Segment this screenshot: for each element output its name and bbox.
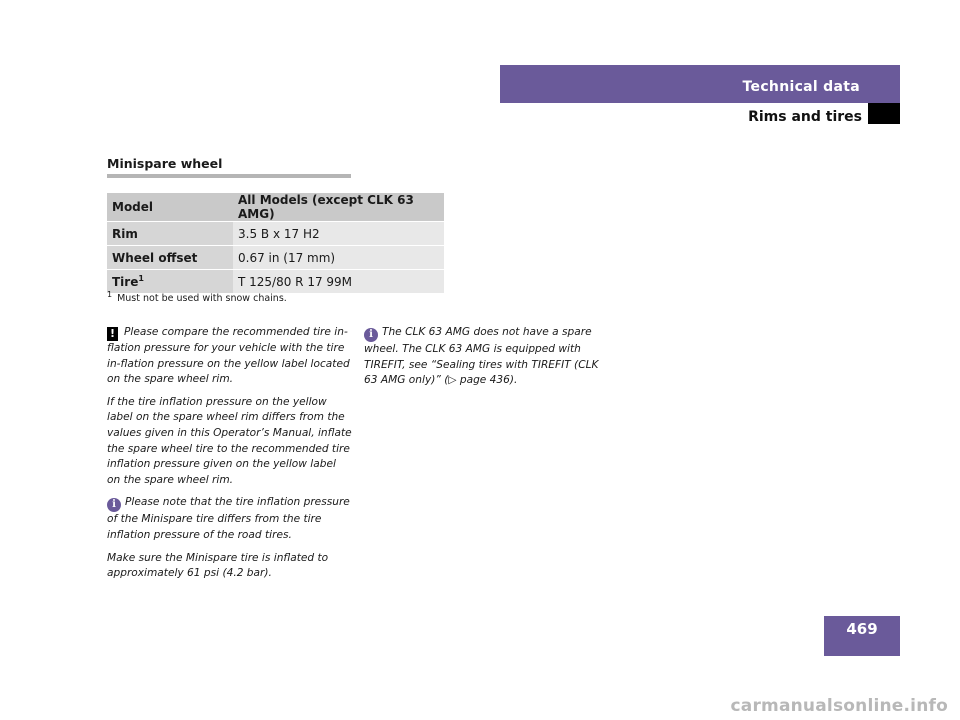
table-cell-key: Wheel offset xyxy=(107,246,233,270)
warning-text: Please compare the recommended tire in-flation pressure for your vehicle with the tire in-flation pressure on the yellow label located on the spare wheel rim. xyxy=(107,326,350,386)
footnote-text: Must not be used with snow chains. xyxy=(117,293,287,305)
warning-paragraph: If the tire inflation pressure on the yellow label on the spare wheel rim differs from the values given in this Operator’s Manual, inflate the spare wheel tire to the recommended tire inflation pressure given on the yellow label on the spare wheel rim. xyxy=(107,395,352,486)
info-text: The CLK 63 AMG does not have a spare wheel. The CLK 63 AMG is equipped with TIREFIT, see “Sealing tires with TIREFIT (CLK 63 AMG only)” (▷ page 436). xyxy=(364,326,599,387)
footnote-ref: 1 xyxy=(138,274,144,283)
tire-label: Tire xyxy=(112,275,139,289)
info-icon: i xyxy=(364,328,378,342)
table-footnote xyxy=(107,290,287,304)
page-title: Minispare wheel xyxy=(107,156,223,171)
notes-column-left xyxy=(107,325,352,589)
table-row xyxy=(107,222,444,246)
section-subtitle: Rims and tires xyxy=(748,109,862,125)
table-cell-value: 3.5 B x 17 H2 xyxy=(233,222,444,246)
spec-table xyxy=(107,193,444,294)
watermark: carmanualsonline.info xyxy=(730,696,948,716)
info-paragraph xyxy=(107,495,352,543)
title-underline xyxy=(107,174,351,178)
warning-icon: ! xyxy=(107,327,118,341)
info-paragraph xyxy=(364,325,604,389)
chapter-header-band xyxy=(500,65,900,103)
footnote-marker: 1 xyxy=(107,290,113,299)
info-text: Please note that the tire inflation pressure of the Minispare tire differs from the tire inflation pressure of the road tires. xyxy=(107,496,350,541)
thumb-index-tab xyxy=(868,103,900,124)
page-number-box xyxy=(824,616,900,656)
table-cell-key: Rim xyxy=(107,222,233,246)
table-header-key: Model xyxy=(107,193,233,222)
table-header-row xyxy=(107,193,444,222)
table-row xyxy=(107,246,444,270)
warning-paragraph xyxy=(107,325,352,388)
chapter-title: Technical data xyxy=(742,79,860,95)
table-header-value: All Models (except CLK 63 AMG) xyxy=(233,193,444,222)
table-cell-value: 0.67 in (17 mm) xyxy=(233,246,444,270)
info-icon: i xyxy=(107,498,121,512)
notes-column-right xyxy=(364,325,604,396)
info-paragraph: Make sure the Minispare tire is inflated to approximately 61 psi (4.2 bar). xyxy=(107,551,329,580)
page-number: 469 xyxy=(846,620,878,638)
table-cell-value: T 125/80 R 17 99M xyxy=(233,270,444,294)
